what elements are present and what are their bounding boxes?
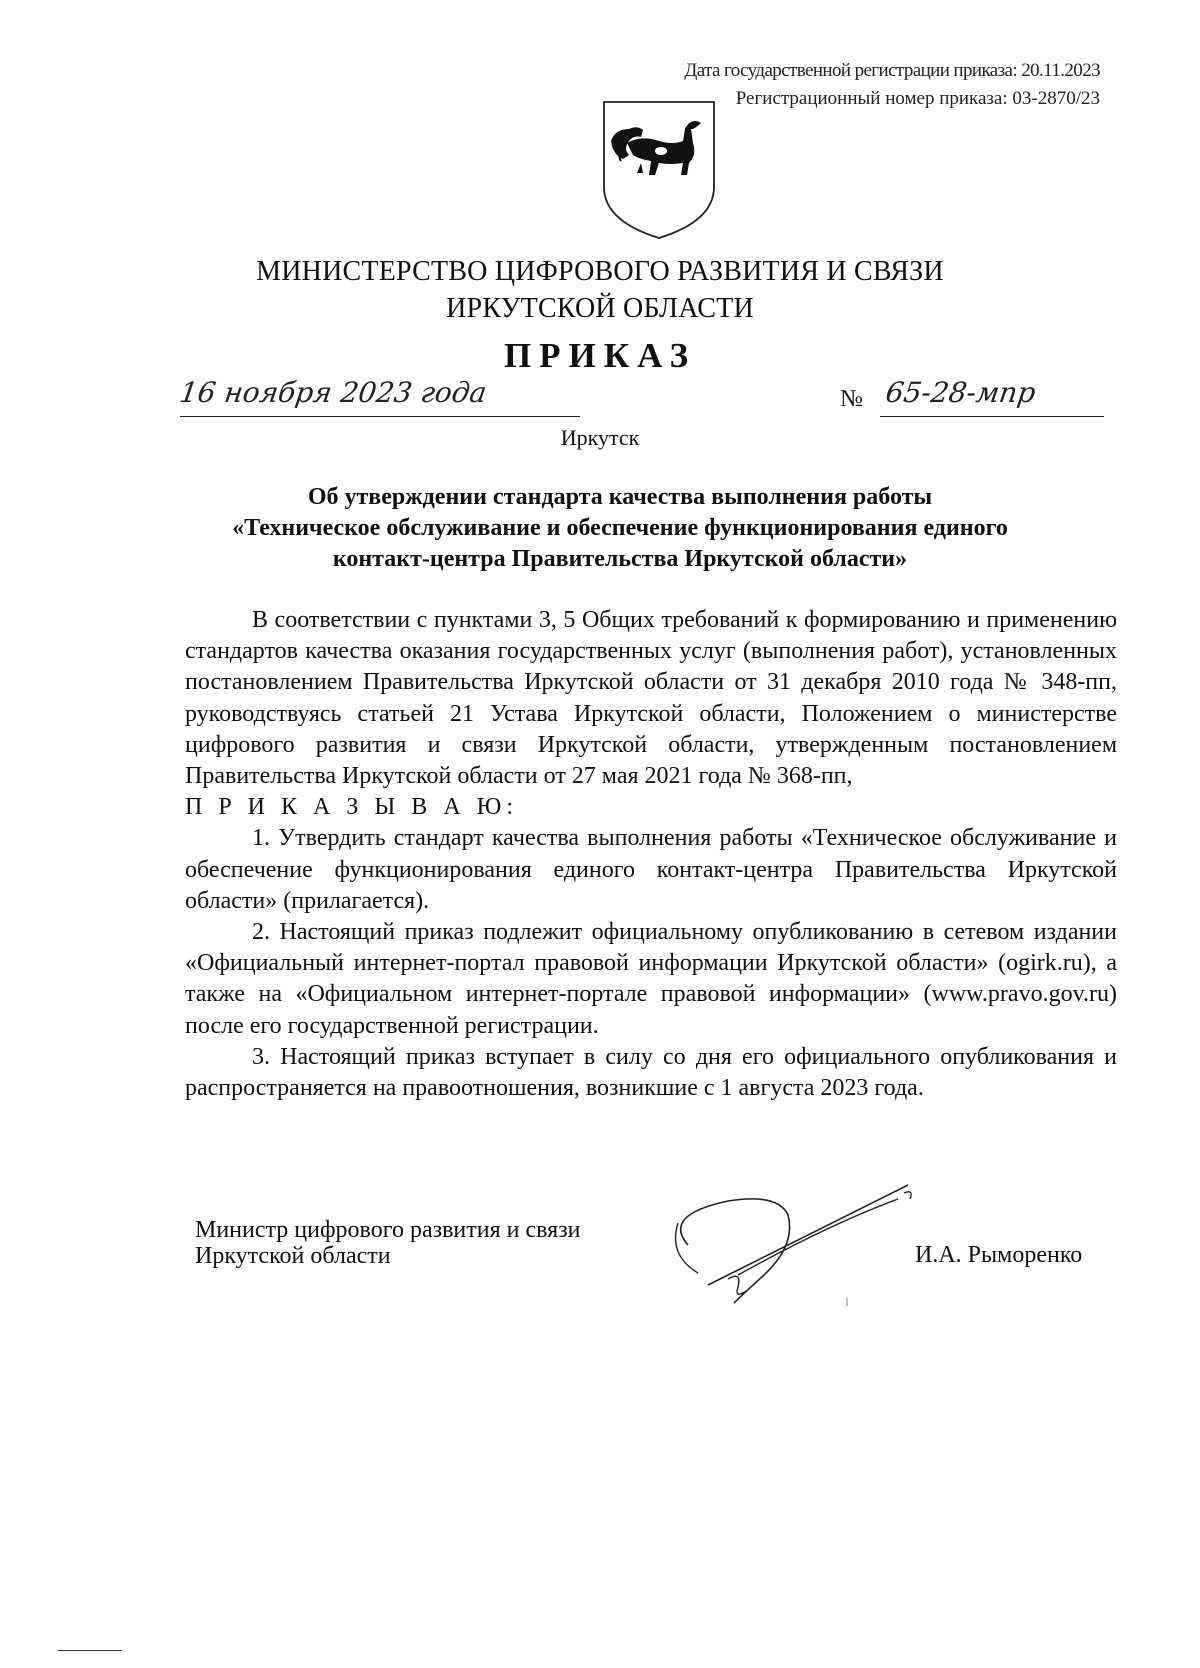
- number-underline: [880, 416, 1104, 417]
- ministry-name-line2: ИРКУТСКОЙ ОБЛАСТИ: [446, 293, 754, 324]
- irkutsk-coat-of-arms-icon: [601, 99, 717, 241]
- footer-mark: [58, 1650, 122, 1651]
- subject-line2: «Техническое обслуживание и обеспечение функционирования единого: [232, 515, 1008, 541]
- registration-number: Регистрационный номер приказа: 03-2870/23: [735, 88, 1100, 109]
- order-body: [185, 605, 1117, 1104]
- subject-line1: Об утверждении стандарта качества выполнения работы: [307, 484, 933, 510]
- order-subject: [160, 482, 1080, 575]
- handwritten-date: 16 ноября 2023 года: [177, 376, 489, 409]
- handwritten-signature-icon: [668, 1175, 928, 1315]
- order-item-1: 1. Утвердить стандарт качества выполнения работы «Техническое обслуживание и обеспечение функционирования единого контакт-центра Правительства Иркутской области» (прилагается).: [185, 825, 1117, 914]
- date-underline: [180, 416, 580, 417]
- subject-line3: контакт-центра Правительства Иркутской области»: [332, 546, 908, 572]
- signatory-name: И.А. Рыморенко: [915, 1242, 1083, 1268]
- signatory-title: [195, 1217, 581, 1269]
- city: Иркутск: [560, 425, 640, 450]
- order-item-3: 3. Настоящий приказ вступает в силу со дня его официального опубликования и распространяется на правоотношения, возникшие с 1 августа 2023 года.: [185, 1043, 1117, 1102]
- scan-speck: [846, 1298, 848, 1306]
- registration-date: Дата государственной регистрации приказа: 20.11.2023: [684, 60, 1100, 81]
- order-word: П Р И К А З Ы В А Ю:: [185, 794, 518, 821]
- ministry-name-line1: МИНИСТЕРСТВО ЦИФРОВОГО РАЗВИТИЯ И СВЯЗИ: [256, 256, 944, 287]
- order-item-2: 2. Настоящий приказ подлежит официальному опубликованию в сетевом издании «Официальный интернет-портал правовой информации Иркутской области» (ogirk.ru), а также на «Официальном интернет-портале правовой информации» (www.pravo.gov.ru) после его государственной регистрации.: [185, 919, 1117, 1039]
- handwritten-number: 65-28-мпр: [883, 376, 1038, 409]
- document-type-title: ПРИКАЗ: [503, 336, 697, 375]
- preamble-paragraph: В соответствии с пунктами 3, 5 Общих требований к формированию и применению стандартов качества оказания государственных услуг (выполнения работ), установленных постановлением Правительства Иркутской области от 31 декабря 2010 года № 348-пп, руководствуясь статьей 21 Устава Иркутской области, Положением о министерстве цифрового развития и связи Иркутской области, утвержденным постановлением Правительства Иркутской области от 27 мая 2021 года № 368-пп,: [185, 607, 1117, 790]
- number-sign: №: [840, 386, 863, 412]
- signatory-title-line2: Иркутской области: [195, 1243, 391, 1269]
- signatory-title-line1: Министр цифрового развития и связи: [195, 1217, 581, 1243]
